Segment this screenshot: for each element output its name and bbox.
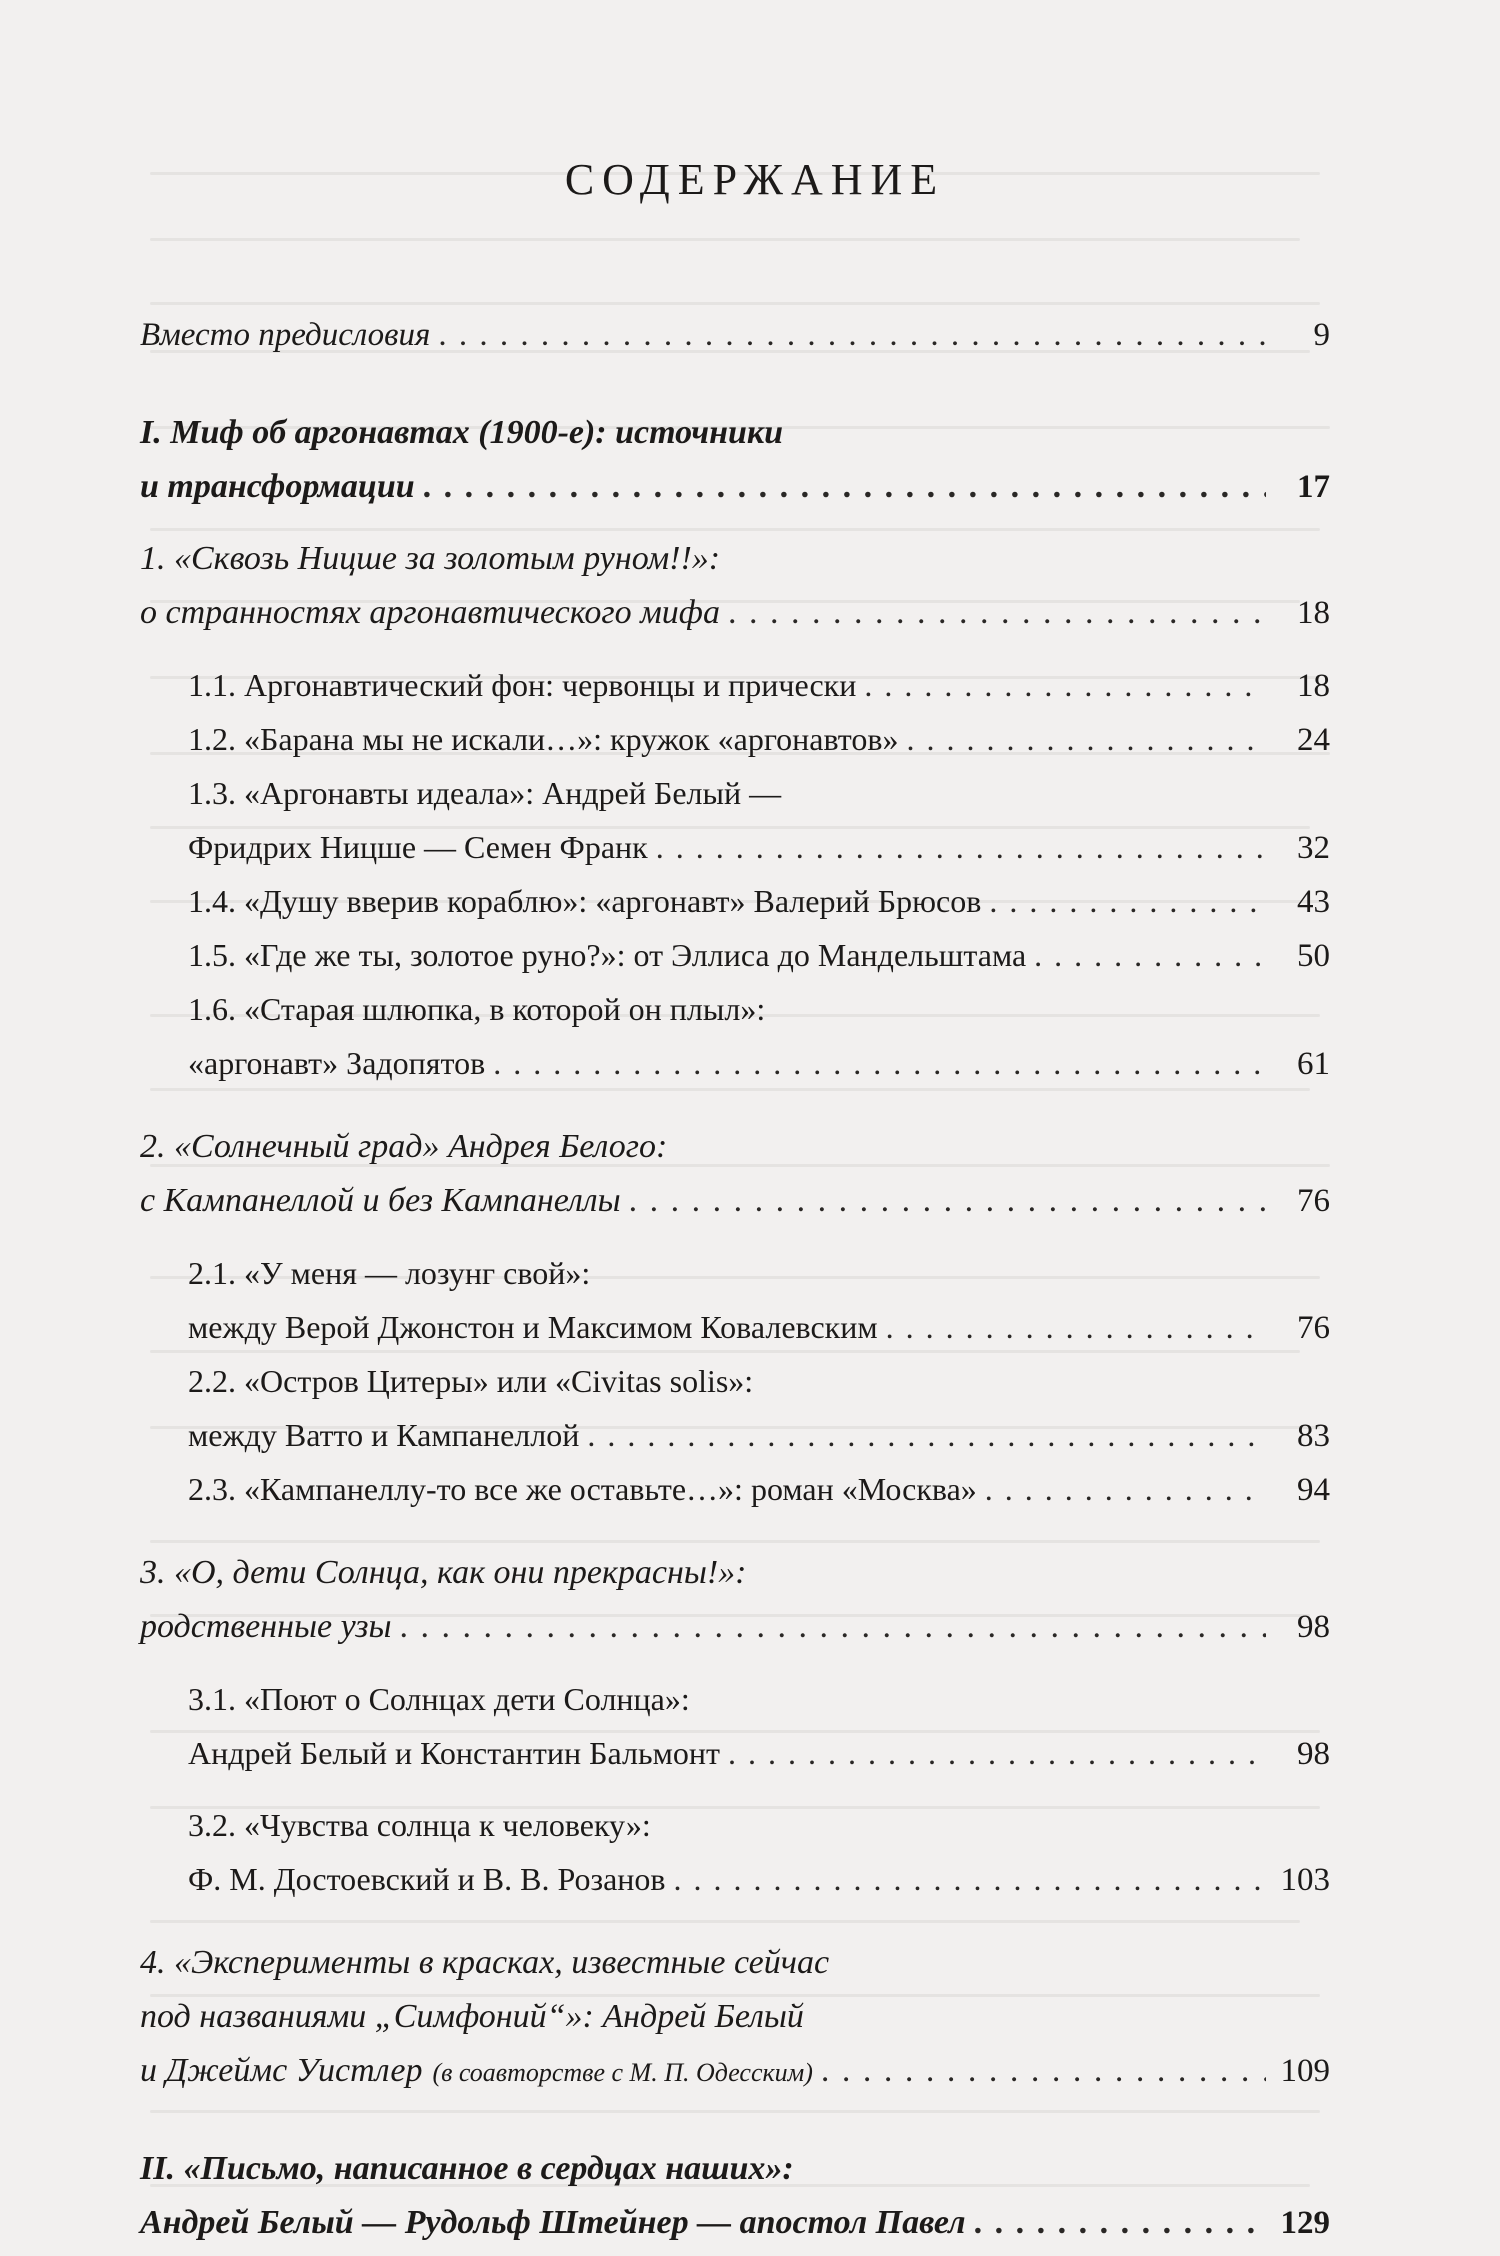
page-number: 83 — [1297, 1418, 1330, 1454]
toc-entry-chapter-4[interactable] — [140, 1936, 1330, 2098]
toc-entry-section-1-4[interactable] — [140, 874, 1330, 928]
toc-entry-chapter-1[interactable] — [140, 532, 1330, 640]
toc-entry-title: 1.5. «Где же ты, золотое руно?»: от Эллиса до Мандельштама — [188, 937, 1027, 973]
toc-entry-section-1-3[interactable] — [140, 766, 1330, 874]
toc-entry-chapter-3[interactable] — [140, 1546, 1330, 1654]
page-number: 76 — [1297, 1310, 1330, 1346]
toc-entry-title: 2. «Солнечный град» Андрея Белого: — [140, 1128, 668, 1165]
page-number: 129 — [1280, 2205, 1330, 2241]
page-number: 32 — [1297, 830, 1330, 866]
dot-leader — [864, 658, 1266, 712]
toc-entry-chapter-2[interactable] — [140, 1120, 1330, 1228]
toc-entry-section-2-1[interactable] — [140, 1246, 1330, 1354]
toc-entry-title: 1.1. Аргонавтический фон: червонцы и прически — [188, 667, 857, 703]
toc-entry-title: 1.4. «Душу вверив кораблю»: «аргонавт» Валерий Брюсов — [188, 883, 982, 919]
toc-entry-title-cont: под названиями „Симфоний“»: Андрей Белый — [140, 1998, 804, 2035]
dot-leader — [974, 2196, 1266, 2250]
toc-entry-title-cont: и трансформации — [140, 468, 415, 505]
dot-leader — [656, 820, 1266, 874]
dot-leader — [1034, 928, 1266, 982]
dot-leader — [985, 1462, 1266, 1516]
page-number: 24 — [1297, 722, 1330, 758]
page-number: 43 — [1297, 884, 1330, 920]
toc-entry-section-2-2[interactable] — [140, 1354, 1330, 1462]
toc-entry-title-cont: с Кампанеллой и без Кампанеллы — [140, 1182, 621, 1219]
toc-entry-title-cont: о странностях аргонавтического мифа — [140, 594, 720, 631]
toc-entry-section-3-2[interactable] — [140, 1798, 1330, 1906]
toc-entry-section-3-1[interactable] — [140, 1672, 1330, 1780]
toc-entry-part-1[interactable] — [140, 406, 1330, 514]
dot-leader — [728, 1726, 1266, 1780]
table-of-contents-page — [140, 140, 1330, 2250]
toc-entry-preface[interactable] — [140, 308, 1330, 362]
toc-entry-title: 1.2. «Барана мы не искали…»: кружок «аргонавтов» — [188, 721, 899, 757]
toc-entry-title: 1. «Сквозь Ницше за золотым руном!!»: — [140, 540, 721, 577]
toc-entry-section-1-5[interactable] — [140, 928, 1330, 982]
toc-entry-section-2-3[interactable] — [140, 1462, 1330, 1516]
toc-entry-part-2[interactable] — [140, 2142, 1330, 2250]
toc-entry-section-1-2[interactable] — [140, 712, 1330, 766]
dot-leader — [821, 2044, 1266, 2098]
dot-leader — [886, 1300, 1266, 1354]
toc-entry-title-cont: Андрей Белый и Константин Бальмонт — [188, 1735, 720, 1771]
toc-entry-section-1-1[interactable] — [140, 658, 1330, 712]
toc-entry-title-cont: Фридрих Ницше — Семен Франк — [188, 829, 648, 865]
page-number: 18 — [1297, 668, 1330, 704]
page-number: 109 — [1280, 2053, 1330, 2089]
toc-entry-title: 3. «О, дети Солнца, как они прекрасны!»: — [140, 1554, 747, 1591]
coauthor-note: (в соавторстве с М. П. Одесским) — [432, 2058, 813, 2087]
toc-entry-title: II. «Письмо, написанное в сердцах наших»: — [140, 2150, 794, 2187]
dot-leader — [587, 1408, 1266, 1462]
dot-leader — [989, 874, 1266, 928]
page-number: 18 — [1297, 595, 1330, 631]
toc-entry-title: I. Миф об аргонавтах (1900-е): источники — [140, 414, 784, 451]
toc-entry-title: 2.3. «Кампанеллу-то все же оставьте…»: роман «Москва» — [188, 1471, 977, 1507]
toc-entry-section-1-6[interactable] — [140, 982, 1330, 1090]
page-title: СОДЕРЖАНИЕ — [564, 155, 946, 204]
page-number: 17 — [1297, 469, 1330, 505]
toc-entry-title: 3.2. «Чувства солнца к человеку»: — [188, 1807, 651, 1843]
toc-entry-title: Вместо предисловия — [140, 317, 431, 353]
dot-leader — [493, 1036, 1266, 1090]
dot-leader — [438, 308, 1266, 362]
toc-entry-title: 2.1. «У меня — лозунг свой»: — [188, 1255, 591, 1291]
toc-entry-title-cont: родственные узы — [140, 1608, 392, 1645]
page-number: 98 — [1297, 1736, 1330, 1772]
toc-entry-title-cont: между Ватто и Кампанеллой — [188, 1417, 580, 1453]
toc-entry-title: 3.1. «Поют о Солнцах дети Солнца»: — [188, 1681, 690, 1717]
toc-entry-title-cont: между Верой Джонстон и Максимом Ковалевским — [188, 1309, 878, 1345]
dot-leader — [423, 460, 1266, 514]
toc-entry-title-cont: Андрей Белый — Рудольф Штейнер — апостол Павел — [140, 2204, 966, 2241]
dot-leader — [906, 712, 1266, 766]
toc-entry-title: 1.3. «Аргонавты идеала»: Андрей Белый — — [188, 775, 782, 811]
dot-leader — [400, 1600, 1266, 1654]
page-number: 50 — [1297, 938, 1330, 974]
page-number: 94 — [1297, 1472, 1330, 1508]
page-number: 9 — [1313, 317, 1330, 353]
dot-leader — [629, 1174, 1266, 1228]
toc-entry-title-cont: и Джеймс Уистлер — [140, 2052, 423, 2089]
toc-entry-title-cont: «аргонавт» Задопятов — [188, 1045, 486, 1081]
toc-entry-title: 1.6. «Старая шлюпка, в которой он плыл»: — [188, 991, 766, 1027]
page-number: 103 — [1280, 1862, 1330, 1898]
dot-leader — [728, 586, 1266, 640]
dot-leader — [674, 1852, 1266, 1906]
page-number: 76 — [1297, 1183, 1330, 1219]
toc-entry-title-cont: Ф. М. Достоевский и В. В. Розанов — [188, 1861, 666, 1897]
toc-entry-title: 2.2. «Остров Цитеры» или «Civitas solis»: — [188, 1363, 754, 1399]
page-number: 61 — [1297, 1046, 1330, 1082]
page-number: 98 — [1297, 1609, 1330, 1645]
toc-entry-title: 4. «Эксперименты в красках, известные сейчас — [140, 1944, 830, 1981]
